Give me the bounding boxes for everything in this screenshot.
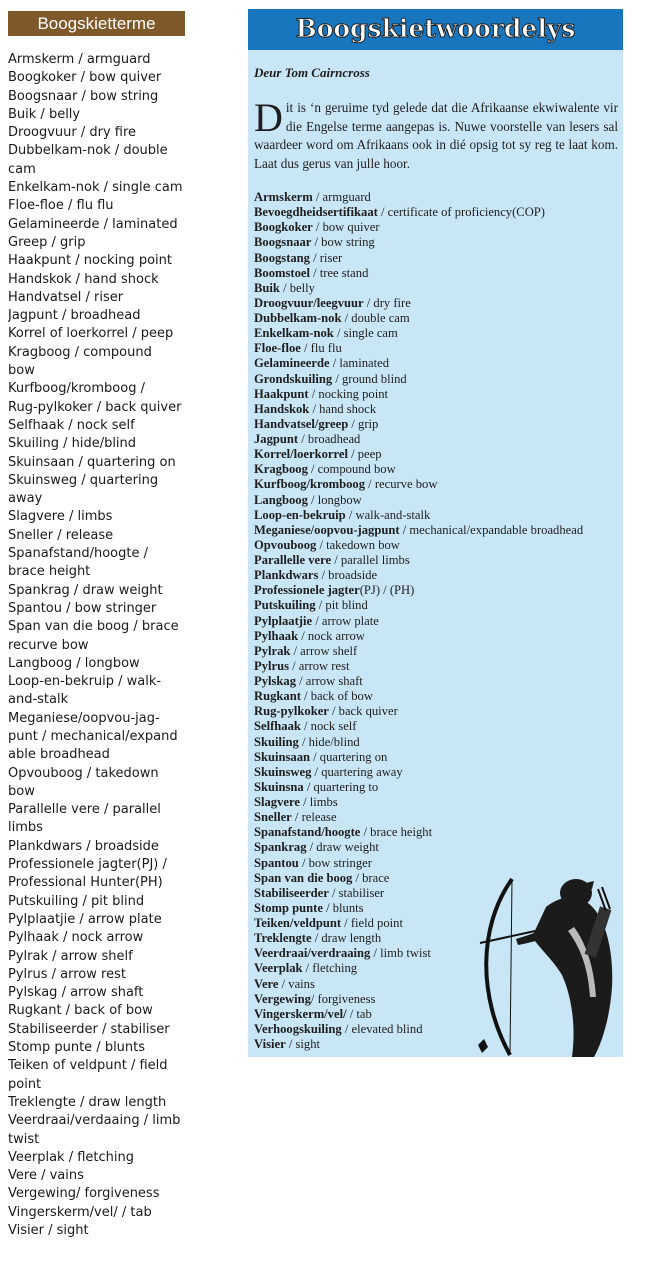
left-term-line: and-stalk	[8, 692, 69, 708]
term-english: / quartering to	[303, 779, 379, 794]
signature-mark	[478, 1039, 488, 1053]
term-english: / armguard	[312, 190, 371, 204]
term-afrikaans: Sneller	[254, 810, 292, 825]
term-afrikaans: Slagvere	[254, 795, 300, 809]
term-afrikaans: Armskerm	[254, 190, 313, 204]
term-afrikaans: Dubbelkam-nok	[254, 311, 342, 325]
term-english: / certificate of proficiency(COP)	[377, 205, 545, 220]
term-entry	[254, 462, 623, 477]
left-term-line: Enkelkam-nok / single cam	[8, 180, 183, 196]
term-english: / parallel limbs	[331, 553, 410, 567]
term-entry	[254, 659, 623, 674]
term-english: / broadhead	[298, 432, 361, 446]
term-english: / back quiver	[328, 704, 398, 719]
term-afrikaans: Buik	[254, 280, 280, 295]
term-entry	[254, 735, 623, 750]
term-english: / recurve bow	[365, 477, 438, 492]
term-afrikaans: Vergewing	[254, 991, 311, 1006]
left-term-line: Gelamineerde / laminated	[8, 216, 178, 232]
term-english: / draw length	[311, 931, 382, 946]
term-afrikaans: Opvouboog	[254, 537, 317, 552]
term-english: / arrow plate	[312, 613, 379, 628]
term-english: / broadside	[318, 568, 378, 583]
left-term-line: brace height	[8, 564, 91, 580]
left-term-line: Skuiling / hide/blind	[8, 436, 137, 452]
term-afrikaans: Rugkant	[254, 689, 301, 704]
term-english: / laminated	[329, 356, 389, 371]
term-english: / elevated blind	[341, 1021, 423, 1036]
term-entry	[254, 493, 623, 508]
term-english: / single cam	[333, 326, 398, 341]
left-term-line: Skuinsweg / quartering	[8, 472, 159, 488]
author-byline: Deur Tom Cairncross	[254, 65, 370, 80]
term-entry	[254, 583, 623, 598]
term-afrikaans: Handskok	[254, 401, 310, 416]
term-afrikaans: Boogkoker	[254, 220, 313, 235]
term-entry	[254, 689, 623, 704]
term-afrikaans: Handvatsel/greep	[254, 416, 349, 431]
left-term-line: Parallelle vere / parallel	[8, 802, 161, 818]
term-afrikaans: Grondskuiling	[254, 371, 333, 386]
term-entry	[254, 251, 623, 266]
term-afrikaans: Plankdwars	[254, 568, 319, 583]
left-term-line: Professional Hunter(PH)	[8, 875, 163, 891]
term-entry	[254, 568, 623, 583]
term-afrikaans: Loop-en-bekruip	[254, 507, 346, 522]
left-term-line: Visier / sight	[8, 1223, 89, 1238]
term-english: / nock self	[300, 719, 357, 734]
left-term-line: Korrel of loerkorrel / peep	[8, 326, 174, 342]
term-afrikaans: Vere	[254, 976, 279, 991]
left-term-line: recurve bow	[8, 637, 89, 653]
term-afrikaans: Stomp punte	[254, 900, 323, 915]
term-entry	[254, 205, 623, 220]
term-afrikaans: Kurfboog/kromboog	[254, 477, 366, 492]
left-term-line: punt / mechanical/expand	[8, 728, 178, 744]
term-english: / vains	[278, 976, 315, 991]
term-entry	[254, 311, 623, 326]
term-entry	[254, 810, 623, 825]
term-entry	[254, 674, 623, 689]
left-term-line: Spanafstand/hoogte /	[8, 546, 148, 562]
term-english: / limbs	[299, 795, 338, 809]
left-term-line: Veerdraai/verdaaing / limb	[8, 1113, 181, 1129]
left-term-line: Slagvere / limbs	[8, 509, 113, 525]
term-afrikaans: Veerdraai/verdraaing	[254, 946, 371, 961]
term-afrikaans: Meganiese/oopvou-jagpunt	[254, 522, 400, 537]
left-term-line: Meganiese/oopvou-jag-	[8, 710, 160, 726]
term-english: / tree stand	[309, 265, 369, 280]
term-afrikaans: Boomstoel	[254, 265, 310, 280]
term-english: / peep	[347, 447, 382, 462]
term-entry	[254, 296, 623, 311]
left-term-line: able broadhead	[8, 747, 110, 763]
left-term-line: Vere / vains	[8, 1168, 84, 1184]
left-glossary	[8, 11, 188, 1240]
term-afrikaans: Bevoegdheidsertifikaat	[254, 205, 378, 220]
left-term-line: Stomp punte / blunts	[8, 1040, 146, 1056]
bow-limb	[486, 879, 512, 1055]
term-afrikaans: Boogstang	[254, 250, 310, 265]
left-term-line: Sneller / release	[8, 527, 114, 543]
left-term-line: Loop-en-bekruip / walk-	[8, 674, 162, 690]
left-term-line: Jagpunt / broadhead	[8, 308, 141, 324]
term-afrikaans: Selfhaak	[254, 719, 301, 734]
term-afrikaans: Spankrag	[254, 840, 307, 855]
term-afrikaans: Professionele jagter	[254, 583, 360, 598]
term-english: / arrow rest	[288, 658, 350, 673]
term-afrikaans: Span van die boog	[254, 870, 353, 885]
left-term-line: bow	[8, 363, 35, 379]
term-afrikaans: Vingerskerm/vel/	[254, 1006, 347, 1021]
term-english: / riser	[309, 250, 343, 265]
term-afrikaans: Pylrak	[254, 643, 291, 658]
term-afrikaans: Gelamineerde	[254, 356, 330, 371]
left-term-line: Langboog / longbow	[8, 655, 140, 671]
left-term-line: Spantou / bow stringer	[8, 600, 157, 616]
term-english: / walk-and-stalk	[345, 507, 431, 522]
term-afrikaans: Parallelle vere	[254, 553, 332, 567]
left-term-line: Dubbelkam-nok / double	[8, 143, 168, 159]
term-entry	[254, 402, 623, 417]
term-english: / ground blind	[332, 371, 407, 386]
term-english: / compound bow	[307, 462, 396, 477]
term-english: / release	[291, 810, 337, 825]
term-english: / hide/blind	[298, 734, 360, 749]
term-english: / tab	[346, 1006, 372, 1021]
term-english: / forgiveness	[310, 991, 376, 1006]
term-entry	[254, 825, 623, 840]
term-english: / grip	[348, 416, 379, 431]
term-entry	[254, 372, 623, 387]
left-glossary-header: Boogskietterme	[8, 11, 185, 36]
term-english: / fletching	[302, 961, 358, 976]
term-entry	[254, 281, 623, 296]
left-term-line: Floe-floe / flu flu	[8, 198, 114, 214]
left-term-line: Span van die boog / brace	[8, 619, 179, 635]
term-afrikaans: Spanafstand/hoogte	[254, 825, 361, 840]
term-entry	[254, 417, 623, 432]
left-term-line: Handvatsel / riser	[8, 289, 124, 305]
left-term-line: Skuinsaan / quartering on	[8, 454, 176, 470]
left-term-line: Vingerskerm/vel/ / tab	[8, 1204, 152, 1220]
left-term-line: Spankrag / draw weight	[8, 582, 163, 598]
term-afrikaans: Enkelkam-nok	[254, 326, 334, 341]
term-english: / field point	[341, 916, 403, 930]
term-afrikaans: Skuiling	[254, 734, 299, 749]
term-entry	[254, 750, 623, 765]
term-english: / arrow shelf	[290, 643, 358, 658]
left-term-line: cam	[8, 161, 36, 177]
term-afrikaans: Treklengte	[254, 931, 312, 946]
term-english: / back of bow	[300, 689, 373, 704]
term-english: / blunts	[322, 900, 364, 915]
term-entry	[254, 629, 623, 644]
term-afrikaans: Haakpunt	[254, 386, 309, 401]
term-entry	[254, 190, 623, 205]
left-term-line: Pylskag / arrow shaft	[8, 985, 144, 1001]
left-term-line: Veerplak / fletching	[8, 1149, 135, 1165]
term-afrikaans: Pylhaak	[254, 628, 299, 643]
term-afrikaans: Stabiliseerder	[254, 885, 329, 900]
left-term-line: Buik / belly	[8, 106, 81, 122]
term-afrikaans: Putskuiling	[254, 598, 316, 613]
term-entry	[254, 387, 623, 402]
term-entry	[254, 508, 623, 523]
term-afrikaans: Floe-floe	[254, 341, 301, 356]
left-term-line: Selfhaak / nock self	[8, 417, 135, 433]
term-afrikaans: Jagpunt	[254, 432, 299, 446]
term-afrikaans: Skuinsweg	[254, 764, 312, 779]
term-afrikaans: Langboog	[254, 492, 308, 507]
term-english: / takedown bow	[316, 537, 400, 552]
term-entry	[254, 765, 623, 780]
left-term-line: Stabiliseerder / stabiliser	[8, 1021, 170, 1037]
left-term-line: Putskuiling / pit blind	[8, 893, 145, 909]
term-entry	[254, 432, 623, 447]
term-afrikaans: Visier	[254, 1037, 286, 1051]
term-afrikaans: Droogvuur/leegvuur	[254, 295, 364, 310]
term-english: / brace height	[360, 825, 433, 840]
term-english: / pit blind	[315, 598, 368, 613]
term-english: / bow quiver	[312, 220, 380, 235]
term-english: / nocking point	[308, 386, 389, 401]
term-english: / flu flu	[300, 341, 342, 356]
left-term-line: Greep / grip	[8, 234, 86, 250]
left-term-line: Rugkant / back of bow	[8, 1003, 153, 1019]
term-afrikaans: Pylskag	[254, 674, 296, 688]
term-afrikaans: Veerplak	[254, 961, 303, 976]
term-english: / bow stringer	[298, 855, 372, 870]
left-term-line: away	[8, 491, 43, 507]
term-entry	[254, 477, 623, 492]
term-afrikaans: Skuinsna	[254, 779, 304, 794]
left-term-line: Opvouboog / takedown	[8, 765, 159, 781]
term-afrikaans: Pylrus	[254, 658, 289, 673]
intro-text: it is ‘n geruime tyd gelede dat die Afrikaanse ekwiwalente vir die Engelse terme aangepas is. Nuwe voorstelle van lesers sal waardeer word om Afrikaans ook in dié opsig tot sy reg te laat kom. Laat dus gerus van julle hoor.	[254, 100, 618, 172]
left-term-line: Boogsnaar / bow string	[8, 88, 159, 104]
term-entry	[254, 356, 623, 371]
term-entry	[254, 644, 623, 659]
panel-banner	[248, 9, 623, 50]
left-term-line: Professionele jagter(PJ) /	[8, 857, 167, 873]
left-term-line: Boogkoker / bow quiver	[8, 70, 162, 86]
term-afrikaans: Kragboog	[254, 462, 308, 477]
left-term-line: point	[8, 1076, 42, 1092]
term-english: / arrow shaft	[296, 674, 363, 688]
term-entry	[254, 266, 623, 281]
term-afrikaans: Teiken/veldpunt	[254, 916, 342, 930]
term-english: / limb twist	[370, 946, 431, 961]
left-term-line: Handskok / hand shock	[8, 271, 159, 287]
term-english: / quartering on	[310, 749, 388, 764]
term-entry	[254, 523, 623, 538]
left-term-line: Pylplaatjie / arrow plate	[8, 911, 162, 927]
term-english: / longbow	[307, 492, 362, 507]
term-english: / sight	[285, 1037, 321, 1051]
term-entry	[254, 598, 623, 613]
left-term-line: Teiken of veldpunt / field	[8, 1058, 168, 1074]
left-term-line: Pylrak / arrow shelf	[8, 948, 133, 964]
term-english: / brace	[352, 870, 390, 885]
left-term-line: Pylhaak / nock arrow	[8, 930, 144, 946]
term-afrikaans: Skuinsaan	[254, 749, 311, 764]
left-term-line: Haakpunt / nocking point	[8, 253, 172, 269]
term-entry	[254, 326, 623, 341]
term-english: / mechanical/expandable broadhead	[399, 522, 584, 537]
left-term-line: Kragboog / compound	[8, 344, 152, 360]
left-term-line: Armskerm / armguard	[8, 52, 151, 67]
left-term-line: limbs	[8, 820, 43, 836]
term-afrikaans: Rug-pylkoker	[254, 704, 329, 719]
term-entry	[254, 220, 623, 235]
term-english: / double cam	[341, 311, 410, 325]
term-entry	[254, 538, 623, 553]
term-entry	[254, 614, 623, 629]
intro-dropcap: D	[254, 95, 283, 140]
left-term-line: Kurfboog/kromboog /	[8, 381, 145, 397]
term-afrikaans: Pylplaatjie	[254, 613, 313, 628]
glossary-panel	[248, 9, 623, 1057]
term-english: / draw weight	[306, 840, 379, 855]
left-term-line: Plankdwars / broadside	[8, 838, 159, 854]
term-entry	[254, 795, 623, 810]
term-afrikaans: Boogsnaar	[254, 235, 312, 250]
term-english: / belly	[279, 280, 315, 295]
bow-string	[510, 879, 512, 1055]
term-english: (PJ) / (PH)	[359, 583, 415, 598]
term-english: / nock arrow	[298, 628, 365, 643]
term-afrikaans: Korrel/loerkorrel	[254, 447, 348, 462]
left-term-line: Droogvuur / dry fire	[8, 125, 137, 141]
term-afrikaans: Spantou	[254, 855, 299, 870]
term-entry	[254, 553, 623, 568]
term-entry	[254, 235, 623, 250]
term-english: / hand shock	[309, 401, 377, 416]
term-entry	[254, 704, 623, 719]
term-entry	[254, 447, 623, 462]
term-entry	[254, 719, 623, 734]
left-glossary-list	[8, 51, 188, 1240]
term-afrikaans: Verhoogskuiling	[254, 1021, 342, 1036]
term-english: / stabiliser	[328, 885, 385, 900]
left-term-line: Rug-pylkoker / back quiver	[8, 399, 182, 415]
left-term-line: Vergewing/ forgiveness	[8, 1186, 160, 1202]
panel-title: Boogskietwoordelys	[295, 14, 576, 43]
term-entry	[254, 840, 623, 855]
term-entry	[254, 341, 623, 356]
left-term-line: twist	[8, 1131, 40, 1147]
left-term-line: Treklengte / draw length	[8, 1094, 167, 1110]
intro-paragraph	[254, 95, 618, 174]
left-term-line: Pylrus / arrow rest	[8, 966, 126, 982]
term-english: / bow string	[311, 235, 375, 250]
term-entry	[254, 780, 623, 795]
left-term-line: bow	[8, 783, 35, 799]
term-english: / quartering away	[311, 764, 403, 779]
archer-illustration	[476, 867, 623, 1057]
term-english: / dry fire	[363, 295, 411, 310]
